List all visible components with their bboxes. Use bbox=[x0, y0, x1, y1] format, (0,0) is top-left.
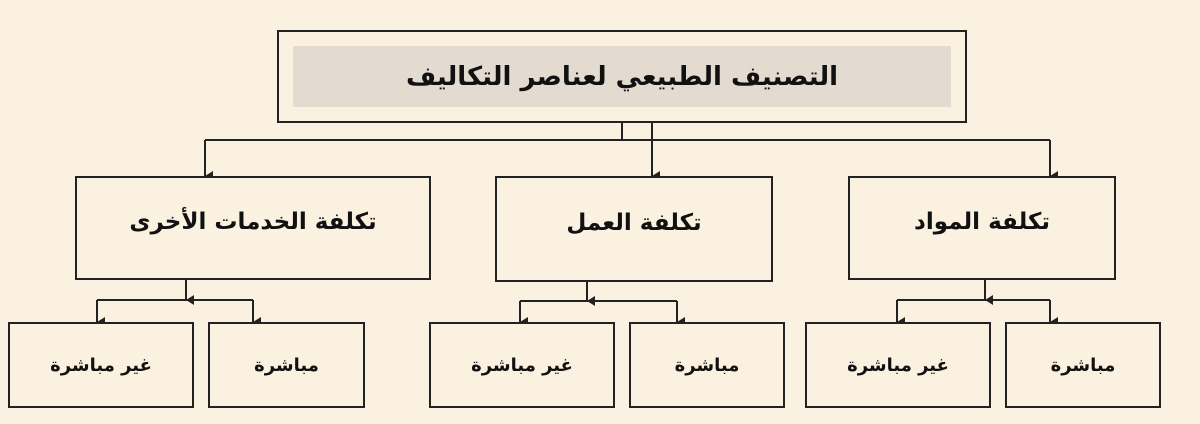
labor-direct bbox=[629, 322, 785, 408]
root-label: التصنيف الطبيعي لعناصر التكاليف bbox=[293, 46, 951, 107]
category-other-services-label: تكلفة الخدمات الأخرى bbox=[129, 209, 377, 235]
labor-indirect bbox=[429, 322, 615, 408]
services-direct bbox=[208, 322, 365, 408]
services-direct-label: مباشرة bbox=[254, 354, 319, 376]
root-node bbox=[277, 30, 967, 123]
labor-direct-label: مباشرة bbox=[674, 354, 740, 376]
category-materials bbox=[848, 176, 1116, 280]
category-materials-label: تكلفة المواد bbox=[914, 209, 1050, 235]
materials-direct-label: مباشرة bbox=[1050, 354, 1116, 376]
materials-indirect-label: غير مباشرة bbox=[847, 354, 949, 376]
services-indirect bbox=[8, 322, 194, 408]
materials-direct bbox=[1005, 322, 1161, 408]
category-labor-label: تكلفة العمل bbox=[566, 210, 702, 236]
materials-indirect bbox=[805, 322, 991, 408]
category-other-services bbox=[75, 176, 431, 280]
category-labor bbox=[495, 176, 773, 282]
services-indirect-label: غير مباشرة bbox=[50, 354, 152, 376]
labor-indirect-label: غير مباشرة bbox=[471, 354, 573, 376]
